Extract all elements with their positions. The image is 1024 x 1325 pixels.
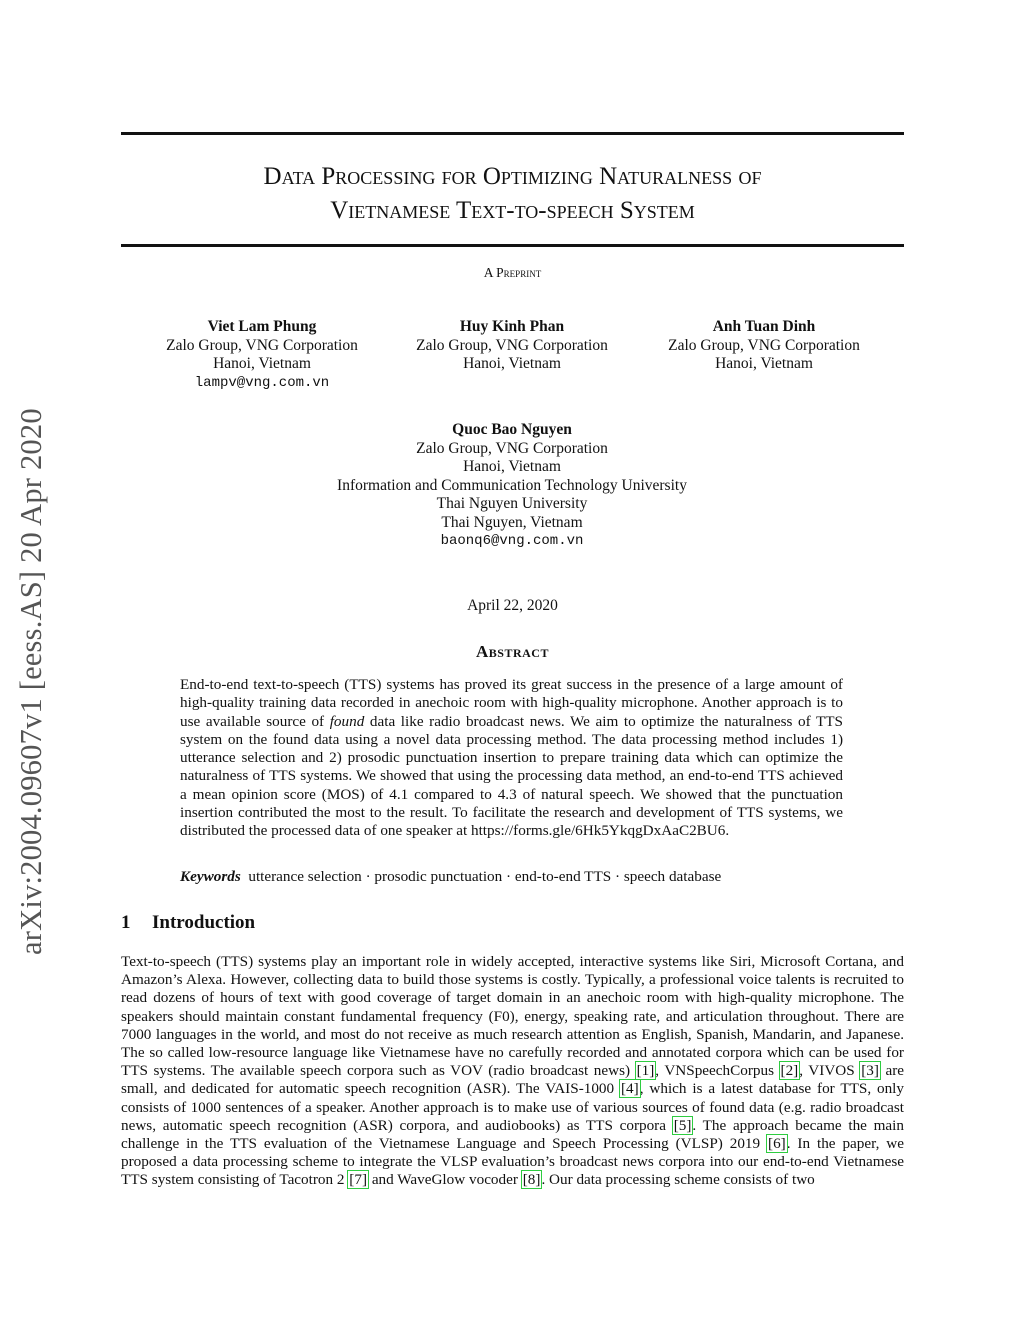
author-affiliation: Zalo Group, VNG Corporation bbox=[668, 336, 860, 354]
keywords-text: utterance selection · prosodic punctuation · end-to-end TTS · speech database bbox=[248, 868, 722, 885]
citation-link[interactable]: [2] bbox=[780, 1062, 799, 1080]
citation-link[interactable]: [8] bbox=[522, 1171, 541, 1189]
intro-text: . In the paper, we proposed a data processing scheme to integrate the VLSP evaluation’s broadcast news corpora into our end-to-end Vietnamese TTS system consisting of Tacotron 2 bbox=[121, 1135, 904, 1189]
title-line-2: Vietnamese Text-to-speech System bbox=[330, 197, 695, 224]
author-location-2: Thai Nguyen, Vietnam bbox=[441, 513, 583, 531]
author-affiliation-2: Information and Communication Technology University bbox=[337, 476, 687, 494]
author-location: Hanoi, Vietnam bbox=[463, 355, 561, 372]
intro-text: and WaveGlow vocoder bbox=[368, 1171, 522, 1189]
author-affiliation: Zalo Group, VNG Corporation bbox=[166, 336, 358, 354]
section-title: Introduction bbox=[152, 912, 256, 933]
paper-date: April 22, 2020 bbox=[467, 597, 558, 614]
intro-text: , which is a latest database for TTS, only consists of 1000 sentences of a speaker. Another approach is to make use of various sources of found data (e.g. radio broadcast news, automatic speech recognition (ASR) corpora, and audiobooks) as TTS corpora bbox=[121, 1080, 904, 1134]
citation-link[interactable]: [3] bbox=[861, 1062, 879, 1080]
citation-link[interactable]: [1] bbox=[636, 1062, 655, 1080]
author-block bbox=[644, 318, 884, 374]
author-block bbox=[392, 318, 632, 374]
abstract-text bbox=[180, 676, 843, 841]
author-affiliation-3: Thai Nguyen University bbox=[436, 495, 588, 512]
author-affiliation: Zalo Group, VNG Corporation bbox=[416, 336, 608, 354]
citation-link[interactable]: [6] bbox=[768, 1135, 786, 1153]
intro-text: . The approach became the main challenge in the TTS evaluation of the Vietnamese Language and Speech Processing (VLSP) 2019 bbox=[121, 1116, 904, 1153]
paper-title bbox=[121, 160, 904, 228]
author-name: Viet Lam Phung bbox=[207, 318, 317, 335]
author-location: Hanoi, Vietnam bbox=[715, 355, 813, 372]
author-location: Hanoi, Vietnam bbox=[213, 355, 311, 372]
author-affiliation: Zalo Group, VNG Corporation bbox=[416, 439, 608, 457]
preprint-label: A Preprint bbox=[483, 265, 542, 280]
intro-text: . Our data processing scheme consists of two bbox=[541, 1171, 815, 1189]
keywords-label: Keywords bbox=[180, 868, 241, 885]
intro-text: are small, and dedicated for automatic speech recognition (ASR). The VAIS-1000 bbox=[121, 1062, 905, 1098]
intro-text: , VIVOS bbox=[799, 1062, 861, 1080]
keywords-line bbox=[180, 868, 843, 886]
abstract-text-start: End-to-end text-to-speech (TTS) systems has proved its great success in the presence of a large amount of high-quality training data recorded in anechoic room with high-quality microphone. Another approach is to use available source of bbox=[180, 676, 843, 730]
author-email[interactable]: baonq6@vng.com.vn bbox=[440, 533, 584, 549]
intro-text: , VNSpeechCorpus bbox=[655, 1062, 780, 1080]
abstract-emphasis: found bbox=[329, 712, 365, 730]
arxiv-side-stamp: arXiv:2004.09607v1 [eess.AS] 20 Apr 2020 bbox=[14, 408, 48, 955]
author-email[interactable]: lampv@vng.com.vn bbox=[194, 374, 330, 391]
author-name: Anh Tuan Dinh bbox=[712, 318, 816, 335]
title-line-1: Data Processing for Optimizing Naturalness of bbox=[263, 163, 762, 190]
author-name: Huy Kinh Phan bbox=[459, 318, 565, 335]
author-location: Hanoi, Vietnam bbox=[463, 458, 561, 475]
intro-paragraph bbox=[121, 953, 904, 1190]
author-block bbox=[292, 421, 732, 551]
section-number: 1 bbox=[121, 912, 131, 933]
citation-link[interactable]: [7] bbox=[349, 1171, 368, 1189]
intro-text: Text-to-speech (TTS) systems play an important role in widely accepted, interactive systems like Siri, Microsoft Cortana, and Amazon’s Alexa. However, collecting data to build those systems is costly. Typically, a professional voice talents is recruited to read dozens of hours of text with good coverage of target domain in an anechoic room with high-quality microphone. The speakers should maintain constant fundamental frequency (F0), energy, speaking rate, and articulation throughout. There are 7000 languages in the world, and most do not receive as much research attention as English, Spanish, Mandarin, and Japanese. The so called low-resource language like Vietnamese have no carefully recorded and annotated corpora which can be used for TTS systems. The available speech corpora such as VOV (radio broadcast news) bbox=[121, 953, 904, 1080]
author-name: Quoc Bao Nguyen bbox=[452, 421, 572, 438]
abstract-heading: Abstract bbox=[476, 642, 549, 661]
author-block bbox=[142, 318, 382, 392]
citation-link[interactable]: [4] bbox=[621, 1080, 639, 1098]
citation-link[interactable]: [5] bbox=[673, 1116, 692, 1134]
title-bottom-rule bbox=[121, 244, 904, 247]
title-top-rule bbox=[121, 132, 904, 135]
section-heading bbox=[121, 912, 255, 934]
abstract-text-end: data like radio broadcast news. We aim to optimize the naturalness of TTS system on the found data using a novel data processing method. The data processing method includes 1) utterance selection and 2) prosodic punctuation insertion to prepare training data which can optimize the naturalness of TTS systems. We showed that using the processing data method, an end-to-end TTS achieved a mean opinion score (MOS) of 4.1 compared to 4.3 of natural speech. We showed that the punctuation insertion contributed the most to the result. To facilitate the research and development of TTS systems, we distributed the processed data of one speaker at https://forms.gle/6Hk5YkqgDxAaC2BU6. bbox=[180, 712, 844, 840]
